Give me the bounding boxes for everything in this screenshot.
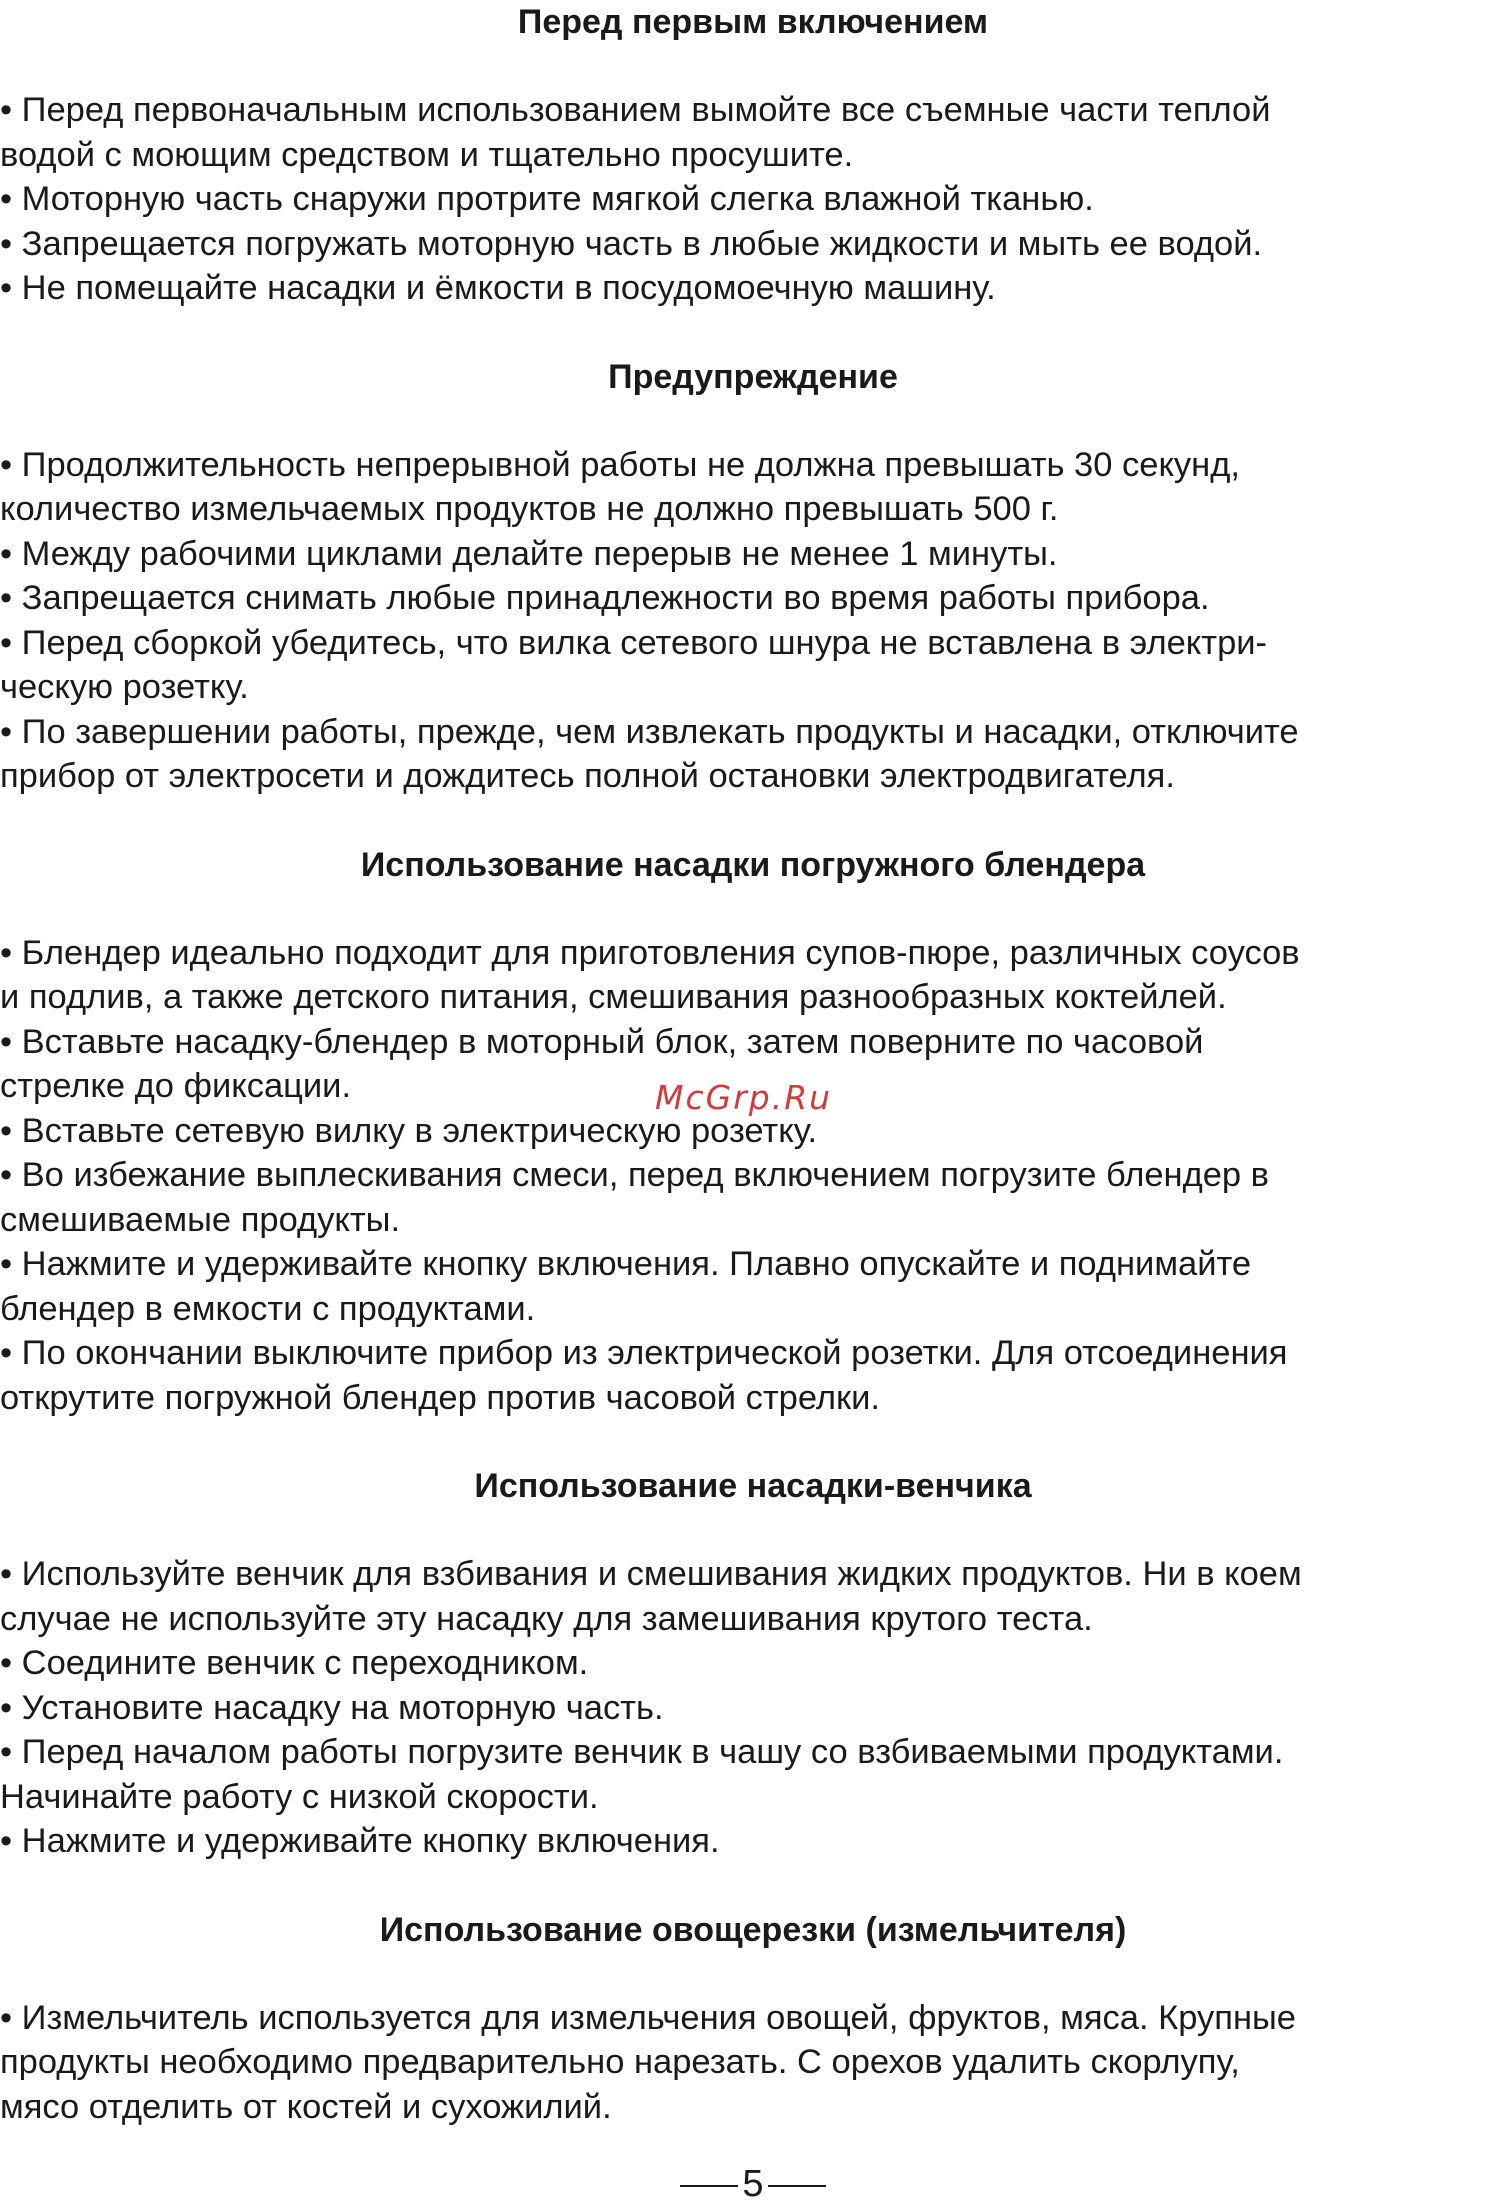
text-line: • Запрещается снимать любые принадлежности во время работы прибора. [0,579,1210,617]
text-line: • Вставьте сетевую вилку в электрическую розетку. [0,1111,818,1150]
text-line: Начинайте работу с низкой скорости. [0,1777,599,1816]
text-line: • Не помещайте насадки и ёмкости в посудомоечную машину. [0,269,996,307]
dash-right [768,2185,826,2187]
text-line: стрелке до фиксации. [0,1067,352,1105]
text-line: продукты необходимо предварительно нарезать. С орехов удалить скорлупу, [0,2043,1240,2081]
section-title: Перед первым включением [517,3,989,41]
text-line: • По окончании выключите прибор из электрической розетки. Для отсоединения [0,1334,1288,1372]
text-line: блендер в емкости с продуктами. [0,1289,536,1328]
text-line: смешиваемые продукты. [0,1200,401,1239]
text-line: количество измельчаемых продуктов не должно превышать 500 г. [0,490,1059,528]
section [0,1908,1506,2130]
section [0,1464,1506,1908]
section-title: Использование насадки-венчика [474,1467,1032,1505]
text-line: и подлив, а также детского питания, смешивания разнообразных коктейлей. [0,978,1227,1016]
text-line: • Моторную часть снаружи протрите мягкой слегка влажной тканью. [0,180,1094,218]
text-line: • По завершении работы, прежде, чем извлекать продукты и насадки, отключите [0,712,1299,751]
dash-left [680,2185,738,2187]
text-line: • Блендер идеально подходит для приготовления супов-пюре, различных соусов [0,933,1300,972]
text-line: водой с моющим средством и тщательно просушите. [0,135,854,174]
text-line: • Перед первоначальным использованием вымойте все съемные части теплой [0,91,1271,129]
text-line: случае не используйте эту насадку для замешивания крутого теста. [0,1599,1093,1638]
text-line: • Нажмите и удерживайте кнопку включения. [0,1822,720,1860]
text-line: • Перед началом работы погрузите венчик в чашу со взбиваемыми продуктами. [0,1733,1284,1771]
text-line: • Установите насадку на моторную часть. [0,1688,664,1727]
section [0,0,1506,355]
page-number-value: 5 [742,2163,764,2205]
text-line: • Измельчитель используется для измельчения овощей, фруктов, мяса. Крупные [0,1998,1296,2037]
text-line: открутите погружной блендер против часовой стрелки. [0,1378,880,1417]
text-line: прибор от электросети и дождитесь полной остановки электродвигателя. [0,757,1175,795]
watermark: McGrp.Ru [655,1078,833,1117]
text-line: мясо отделить от костей и сухожилий. [0,2087,612,2126]
section [0,843,1506,1465]
section-title: Использование насадки погружного блендера [360,845,1146,884]
page-number [0,2164,1506,2204]
text-line: • Запрещается погружать моторную часть в любые жидкости и мыть ее водой. [0,224,1263,263]
text-line: • Соедините венчик с переходником. [0,1644,589,1682]
text-line: • Между рабочими циклами делайте перерыв не менее 1 минуты. [0,534,1058,573]
text-line: • Нажмите и удерживайте кнопку включения. Плавно опускайте и поднимайте [0,1245,1252,1283]
text-line: • Продолжительность непрерывной работы не должна превышать 30 секунд, [0,445,1240,484]
text-line: • Используйте венчик для взбивания и смешивания жидких продуктов. Ни в коем [0,1555,1302,1593]
text-line: • Вставьте насадку-блендер в моторный блок, затем поверните по часовой [0,1022,1204,1061]
text-line: • Во избежание выплескивания смеси, перед включением погрузите блендер в [0,1156,1270,1194]
section-title: Предупреждение [608,357,898,396]
section-title: Использование овощерезки (измельчителя) [379,1910,1127,1949]
section [0,355,1506,843]
text-line: ческую розетку. [0,668,249,706]
text-line: • Перед сборкой убедитесь, что вилка сетевого шнура не вставлена в электри- [0,623,1268,662]
